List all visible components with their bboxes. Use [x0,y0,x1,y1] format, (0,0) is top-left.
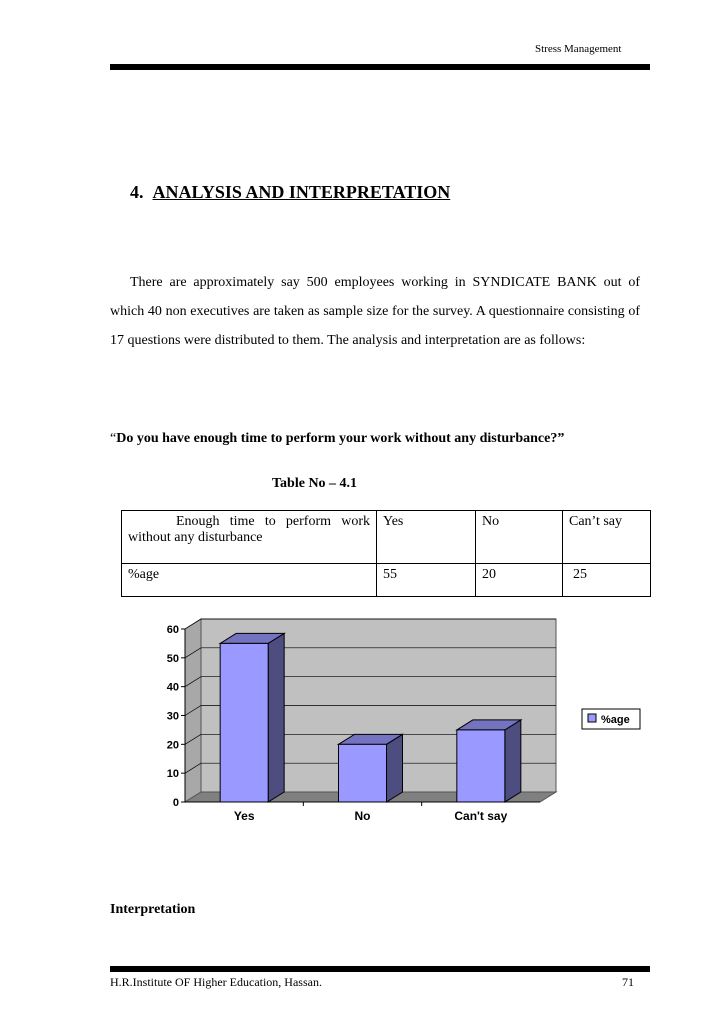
header-cell-yes: Yes [377,511,476,564]
header-rule [110,64,650,70]
table-caption: Table No – 4.1 [272,476,358,491]
value-cell-no: 20 [476,564,563,597]
interpretation-heading: Interpretation [110,902,196,917]
page-number: 71 [622,975,634,989]
y-tick-label: 0 [172,797,179,809]
x-tick-label: No [354,809,371,823]
y-tick-label: 30 [166,710,179,723]
row-label-cell: %age [122,564,377,597]
bar [339,744,387,802]
bar-chart [150,612,650,827]
section-number: 4. [130,182,144,202]
header-cell-line-1: Enough time to perform work [176,514,370,529]
section-heading [130,182,450,203]
header-cell-question [122,511,377,564]
value-cell-yes: 55 [377,564,476,597]
value-cell-cant-say: 25 [563,564,651,597]
y-tick-label: 40 [166,681,179,694]
bar-side [505,720,521,802]
footer-rule [110,966,650,972]
x-tick-label: Can't say [454,809,508,823]
table-header-row [122,511,651,564]
question-open-quote: “ [110,431,117,446]
running-header: Stress Management [535,43,622,55]
bar-side [387,734,403,802]
header-cell-line-2: without any disturbance [128,530,263,545]
y-tick-label: 20 [166,739,179,752]
intro-text: There are approximately say 500 employees working in SYNDICATE BANK out of which 40 non executives are taken as sample size for the survey. A questionnaire consisting of 17 questions were distributed to them. The analysis and interpretation are as follows: [110,275,640,348]
intro-paragraph [110,268,640,355]
y-tick-label: 60 [166,624,179,636]
legend-label: %age [601,714,630,726]
footer-institute: H.R.Institute OF Higher Education, Hassan. [110,975,322,989]
header-cell-no: No [476,511,563,564]
header-cell-cant-say: Can’t say [563,511,651,564]
x-tick-label: Yes [233,809,255,823]
bar [457,730,505,802]
survey-question [110,431,564,447]
section-title: ANALYSIS AND INTERPRETATION [152,182,451,202]
data-table [121,510,651,597]
bar [220,643,268,802]
question-text: Do you have enough time to perform your work without any disturbance?” [116,431,565,446]
legend-swatch [588,714,596,722]
y-tick-label: 10 [166,768,179,781]
table-value-row [122,564,651,597]
bar-side [268,633,284,802]
y-tick-label: 50 [166,652,179,665]
